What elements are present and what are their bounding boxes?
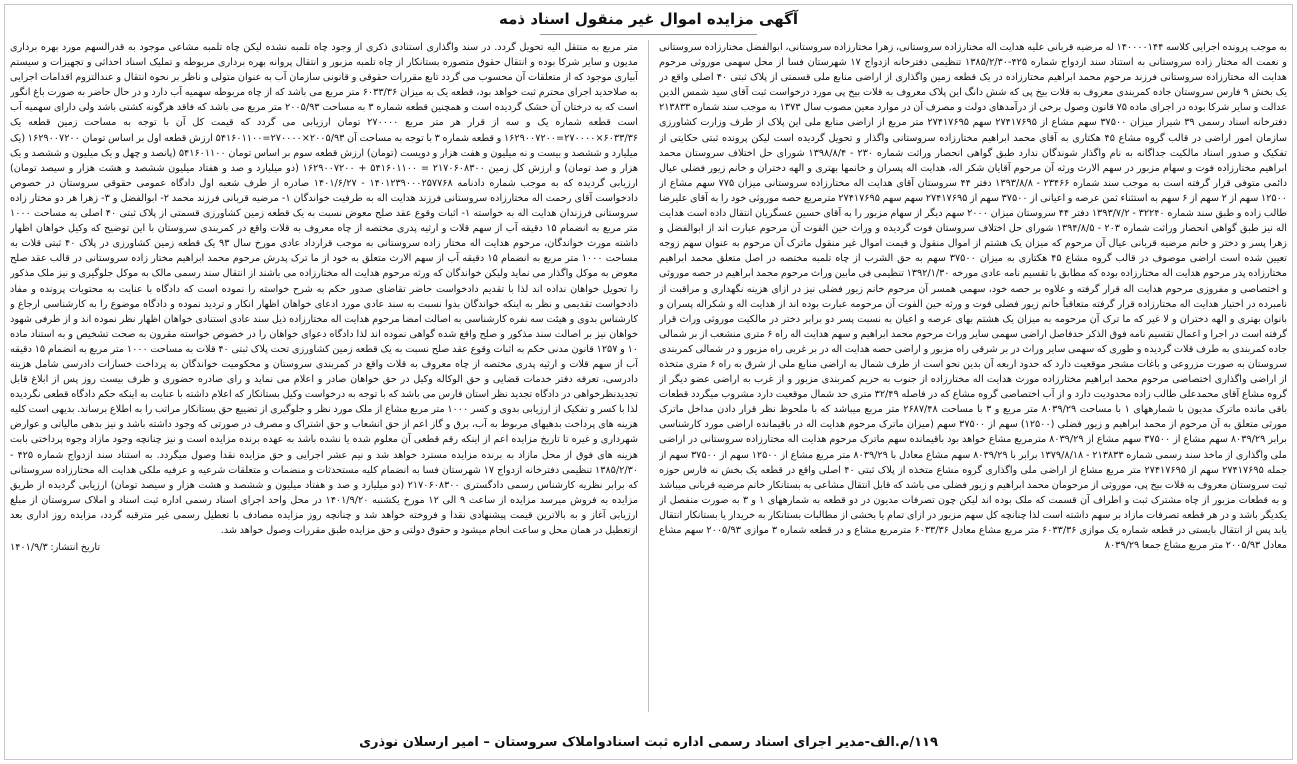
publish-date: تاریخ انتشار: ۱۴۰۱/۹/۳ <box>10 542 101 554</box>
right-column <box>659 40 1287 712</box>
right-column-text: به موجب پرونده اجرایی کلاسه ۱۴۰۰۰۰۱۴۴ له مرضیه قربانی علیه هدایت اله مختارزاده سروستانی، زهرا مختارزاده سروستانی، ابوالفضل مختارزاده سروستانی و نعمت اله مختار زاده سروستانی به استناد سند ازدواج شماره ۴۲۵-۱۳۸۵/۲/۳۰ تنظیمی دفترخانه ازدواج ۱۷ شهرستان فسا از محل سهمی موروثی مرحوم هدایت اله مختارزاده سروستانی فرزند مرحوم محمد ابراهیم مختارزاده در یک قطعه زمین واگذاری از اراضی منابع ملی قسمتی از پلاک ثبتی ۴۰ اصلی واقع در یک بخش ۹ فارس سروستان جاده کمربندی معروف به قلات بیخ پی که شش دانگ این پلاک معروف به قلات بیخ پی مورد درخواست ثبت آقای سید شمس الدین عدالت و سایر شرکا بوده در اجرای ماده ۷۵ قانون وصول برخی از درآمدهای دولت و مصرف آن در موارد معین مصوب سال ۱۳۷۳ به موجب سند شماره ۲۱۳۸۳۳ دفترخانه اسناد رسمی ۳۹ شیراز میزان ۳۷۵۰۰ سهم مشاع از ۲۷۴۱۷۶۹۵ سهم ۲۷۴۱۷۶۹۵ متر مربع از اراضی منابع ملی این پلاک از طرف وزارت کشاورزی سازمان امور اراضی در قالب گروه مشاع ۴۵ هکتاری به آقای محمد ابراهیم مختارزاده سروستانی واگذار و تحویل گردیده است لیکن پرونده ثبتی حکایتی از تفکیک و صدور اسناد مالکیت جداگانه به نام واگذار شوندگان ندارد طبق گواهی انحصار وراثت شماره ۲۳۰ - ۱۳۹۸/۸/۴ شورای حل اختلاف سروستان محمد ابراهیم مختارزاده فوت و سهام مزبور در سهم الارث ورثه آن مرحوم آقایان شکر اله، هدایت اله پسران و خانمها بهتری و الهه دختران و خانم زیور فضلی عیال دائمی متوفی قرار گرفته است به موجب سند شماره ۲۳۴۶۶ - ۱۳۹۳/۸/۸ دفتر ۴۴ سروستان آقای هدایت اله مختارزاده سروستانی میزان ۷۷۵ سهم مشاع از ۱۲۵۰۰ سهم از ۲ سهم از ۶ سهم به استثناء ثمن عرصه و اعیانی از ۳۷۵۰۰ سهم از ۲۷۴۱۷۶۹۵ سهم سهم ۲۷۴۱۷۶۹۵ مترمربع حصه موروثی خود را به آقای علیرضا طالب زاده و طبق سند شماره ۳۲۲۴۰ - ۱۳۹۳/۷/۲ دفتر ۴۴ سروستان میزان ۲۰۰۰ سهم دیگر از سهام مزبور را به آقای حسین عسگریان انتقال داده است هدایت اله نیز طبق گواهی انحصار وراثت شماره ۲۰۳ - ۱۳۹۴/۸/۵ شورای حل اختلاف سروستان فوت گردیده و وراث حین الفوت آن مرحوم عبارت اند از ابوالفضل و زهرا پسر و دختر و خانم مرضیه قربانی عیال آن مرحوم که میزان یک هشتم از اموال منقول و قیمت اموال غیر منقول ماترک آن مرحوم به عنوان سهم زوجه تعیین شده است اراضی موصوف در قالب گروه مشاع ۴۵ هکتاری به میزان ۳۷۵۰۰ سهم به حق الشرب از چاه تلمبه مختصه در اصل متعلق محمد ابراهیم مختارزاده پدر مرحوم هدایت اله مختارزاده بوده که مطابق با تقسیم نامه عادی مورخه ۱۳۹۲/۱/۳۰ تنظیمی فی مابین وراث مرحوم محمد ابراهیم در حصه موروثی و اختصاصی و مفروزی مرحوم هدایت اله قرار گرفته و علاوه بر حصه خود، سهمی همسر آن مرحوم خانم زیور فضلی نیز در ازای هزینه نگهداری و مراقبت از نامبرده در اختیار هدایت اله مختارزاده قرار گرفته متعاقباً خانم زیور فضلی فوت و ورثه حین الفوت آن مرحومه عبارت بوده اند از هدایت اله و شکراله پسران و بانوان بهتری و الهه دختران و لا غیر که ما ترک آن مرحومه به میزان یک هشتم بهای عرصه و اعیان به نسبت پسر دو برابر دختر در مالکیت موروثی وراث قرار گرفته است در اجرا و اعمال تقسیم نامه فوق الذکر حدفاصل اراضی سهمی سایر وراث مرحوم محمد ابراهیم و سهم هدایت اله راه ۶ متری منشعب از بر شمالی جاده کمربندی به طرف قلات گردیده و طوری که سهمی سایر وراث در بر شرقی راه مزبور و اراضی حصه هدایت اله در بر غربی راه مزبور و در شمالی کمربندی سروستان به صورت مزروعی و باغات مشجر موقعیت دارد که حدود اربعه آن بدین نحو است از طرف شمال به اراضی منابع ملی از شرق به راه ۶ متری متخذه از اراضی واگذاری اختصاصی مرحوم محمد ابراهیم مختارزاده مورث هدایت اله مختارزاده از جنوب به حریم کمربندی مزبور و از غرب به اراضی عضو دیگر از گروه مشاع آقای محمدعلی طالب زاده محدودیت دارد و از آب اختصاصی گروه مشاع که در فاصله ۳۲/۴۹ متری حد شمال موقعیت دارد مشروب میگردد قطعات باقی مانده ماترک مدیون با شمارههای ۱ با مساحت ۸۰۳۹/۲۹ متر مربع و ۳ با مساحت ۲۶۸۷/۴۸ متر مربع میباشد که با ملحوظ نظر قرار دادن مداخل ماترک مورثی متعلق به آن مرحوم از محمد ابراهیم و زیور فضلی (۱۲۵۰۰) سهم از ۳۷۵۰۰ سهم (میزان ماترک مرحوم هدایت اله در باقیمانده اراضی مورد کارشناسی برابر ۸۰۳۹/۲۹ سهم مشاع از ۳۷۵۰۰ سهم مشاع از ۸۰۳۹/۲۹ مترمربع مشاع خواهد بود باقیمانده سهم ماترک مرحوم هدایت اله مختارزاده سروستانی در اراضی ملی واگذاری از ماخذ سند رسمی شماره ۲۱۳۸۳۳ - ۱۳۷۹/۸/۱۸ برابر با ۸۰۳۹/۲۹ سهم مشاع معادل با ۸۰۳۹/۲۹ متر مربع مشاع از ۱۲۵۰۰ سهم از ۳۷۵۰۰ سهم از جمله ۲۷۴۱۷۶۹۵ سهم از ۲۷۴۱۷۶۹۵ متر مربع مشاع از اراضی ملی واگذاری گروه مشاع متخذه از پلاک ثبتی ۴۰ اصلی واقع در قطعه یک بخش نه فارس حوزه ثبت سروستان معروف به قلات بیخ پی، موروثی از مرحومان محمد ابراهیم و زیور فضلی می باشد که قابل انتقال مشاعی به بستانکار خانم مرضیه قربانی میباشد و به قطعات مزبور از چاه مشترک ثبت و اطراف آن قسمت که ملک بوده اند لیکن چون تصرفات مدیون در دو قطعه به شمارههای ۱ و ۳ به صورت منفصل از یکدیگر باشد و در هر قطعه تصرفات مازاد بر سهم داشته است لذا چنانچه کل سهم مزبور در ازای تمام یا بخشی از مطالبات بستانکار به خریدار یا بستانکار انتقال یابد پس از انتقال بایستی در قطعه شماره یک موازی ۶۰۳۳/۳۶ متر مربع مشاع معادل ۶۰۳۳/۳۶ مترمربع مشاع و در قطعه شماره ۳ موازی ۲۰۰۵/۹۳ سهم مشاع معادل ۲۰۰۵/۹۳ متر مربع مشاع جمعا ۸۰۳۹/۲۹ <box>659 42 1287 552</box>
text-columns <box>10 40 1287 712</box>
left-column-text: متر مربع به منتقل الیه تحویل گردد. در سند واگذاری استنادی ذکری از وجود چاه تلمبه نشده لیکن چاه تلمبه مشاعی موجود به قدرالسهم مورد بهره برداری مدیون و سایر شرکا بوده و انتقال حقوق متصوره بستانکار از چاه تلمبه مزبور و انتقال پروانه بهره برداری مربوطه و تملیک اسناد احداثی و تجهیزات و سیستم آبیاری موجود که از متعلقات آن محسوب می گردد تابع مقررات حقوقی و قانونی سازمان آب به عنوان متولی و ناظر بر نحوه انتقال و عندالتزوم اقدامات اجرایی به صلاحدید اجرای محترم ثبت خواهد بود، قطعه یک به میزان ۶۰۳۳/۳۶ متر مربع می باشد که از چاه مربوطه سهمیه آب دارد و در حال حاضر به صورت باغ انگور است که به درختان آن خشک گردیده است و همچنین قطعه شماره ۳ به مساحت ۲۰۰۵/۹۳ متر مربع می باشد که فاقد هرگونه کشتی باشد ولی دارای سهمیه آب است قطعه شماره یک و سه از قرار هر متر مربع ۲۷۰۰۰۰ تومان ارزیابی می گردد که قیمت کل آن با توجه به مساحت زمین قطعه یک ۶۰۳۳/۳۶×۲۷۰۰۰۰=۱۶۲۹۰۰۷۲۰۰ و قطعه شماره ۳ با توجه به مساحت آن ۲۰۰۵/۹۳×۲۷۰۰۰۰=۵۴۱۶۰۱۱۰۰ ارزش قطعه اول بر اساس تومان ۱۶۲۹۰۰۷۲۰۰ (یک میلیارد و ششصد و بیست و نه میلیون و هفت هزار و دویست (تومان) ارزش قطعه سوم بر اساس تومان ۵۴۱۶۰۱۱۰۰ (پانصد و چهل و یک میلیون و ششصد و یک هزار و صد تومان) و ارزش کل زمین ۲۱۷۰۶۰۸۳۰۰ = ۵۴۱۶۰۱۱۰۰ + ۱۶۲۹۰۰۷۲۰۰ (دو میلیارد و صد و هفتاد میلیون ششصد و هشت هزار و سیصد تومان) ارزیابی گردیده که به موجب شماره دادنامه ۱۴۰۱۲۳۹۰۰۰۲۵۷۷۶۸ - ۱۴۰۱/۶/۲۷ صادره از طرف شعبه اول دادگاه عمومی حقوقی سروستان در خصوص دادخواست آقای رحمت اله مختارزاده سروستانی فرزند هدایت اله به طرفیت خواندگان ۱- مرضیه قربانی فرزند محمد ۲- ابوالفضل و ۳- زهرا هر دو مختار زاده سروستانی فرزندان هدایت اله به خواسته ۱- اثبات وقوع عقد صلح معوض نسبت به یک قطعه زمین کشاورزی قسمتی از پلاک ثبتی ۴۰ اصلی به مساحت ۱۰۰۰ متر مربع به انضمام ۱۵ دقیقه آب از سهم قلات و ارثیه پدری مختصه از چاه معروف به قلات واقع در کمربندی سروستان با این توضیح که وکیل خواهان اظهار داشته مورث خواندگان، مرحوم هدایت اله مختار زاده سروستانی به موجب قرارداد عادی مورخ سال ۹۳ یک قطعه زمین کشاورزی در پلاک ۴۰ ثبتی قلات به مساحت ۱۰۰۰ متر مربع به انضمام ۱۵ دقیقه آب از سهم الارث متعلق به خود از ما ترک پدرش مرحوم محمد ابراهیم مختار زاده سروستانی در قالب عقد صلح معوض به موکل واگذار می نماید ولیکن خواندگان که ورثه مرحوم هدایت اله مختارزاده می باشند از انتقال سند رسمی مالک به موکل جلوگیری و نیز ملک مذکور را تحویل خواهان نداده اند لذا با تقدیم دادخواست حاضر تقاضای صدور حکم به شرح خواسته را نموده است که دادگاه با عنایت به محتویات پرونده و مفاد دادخواست تقدیمی و نظر به اینکه خواندگان بدوا نسبت به سند عادی مورد ادعای خواهان اظهار انکار و تردید نموده و دادگاه موضوع را به کارشناسی ارجاع و کارشناس بدوی و هیئت سه نفره کارشناسی به اصالت امضا مرحوم هدایت اله مختارزاده ذیل سند عادی استنادی خواهان اظهار نظر نموده اند و از طرفی شهود خواهان نیز بر اصالت سند مذکور و صلح واقع شده گواهی نموده اند لذا دادگاه دعوای خواهان را در خصوص خواسته مقرون به صحت تشخیص و به استناد ماده ۱۰ و ۱۲۵۷ قانون مدنی حکم به اثبات وقوع عقد صلح نسبت به یک قطعه زمین کشاورزی تحت پلاک ثبتی ۴۰ قلات به مساحت ۱۰۰۰ متر مربع به انضمام ۱۵ دقیقه آب از سهم قلات و ارثیه پدری مختصه از چاه معروف به قلات واقع در کمربندی سروستان و محکومیت خواندگان به پرداخت خسارات دادرسی شامل هزینه دادرسی، تعرفه دفتر خدمات قضایی و حق الوکاله وکیل در حق خواهان صادر و اعلام می نماید و رای صادره حضوری و ظرف بیست روز پس از ابلاغ قابل تجدیدنظرخواهی در دادگاه تجدید نظر استان فارس می باشد که با توجه به درخواست وکیل بستانکار که اعلام داشته با عنایت به اینکه حکم دادگاه قطعی نگردیده لذا با کسر و تفکیک از ارزیابی بدوی و کسر ۱۰۰۰ متر مربع مشاع از ملک مورد نظر و جلوگیری از تضییع حق بستانکار مراتب را به اطلاع برساند. بدیهی است کلیه هزینه های پرداخت بدهیهای مربوط به آب، برق و گاز اعم از حق انشعاب و حق اشتراک و مصرف در صورتی که وجود داشته باشد و نیز بدهی مالیاتی و عوارض شهرداری و غیره تا تاریخ مزایده اعم از اینکه رقم قطعی آن معلوم شده یا نشده باشد به عهده برنده مزایده است و نیز چنانچه وجود مازاد وجوه پرداختی بابت هزینه های فوق از محل مازاد به برنده مزایده مسترد خواهد شد و نیم عشر اجرایی و حق مزایده نقدا وصول میگردد. به استناد سند ازدواج شماره ۴۲۵ - ۱۳۸۵/۲/۳۰ تنظیمی دفترخانه ازدواج ۱۷ شهرستان فسا به انضمام کلیه مستحدثات و منضمات و متعلقات شرعیه و عرفیه ملکی هدایت اله مختارزاده سروستانی که برابر نظریه کارشناس رسمی دادگستری ۲۱۷۰۶۰۸۳۰۰ (دو میلیارد و صد و هفتاد میلیون و ششصد و هشت هزار و سیصد تومان) ارزیابی گردیده از طریق مزایده به فروش میرسد مزایده از ساعت ۹ الی ۱۲ مورخ یکشنبه ۱۴۰۱/۹/۲۰ در محل واحد اجرای اسناد رسمی اداره ثبت اسناد و املاک سروستان از مبلغ ارزیابی آغاز و به بالاترین قیمت پیشنهادی نقدا و فروخته خواهد شد و چنانچه روز مزایده مصادف با تعطیل رسمی غیر مترقبه گردد، مزایده روز اداری بعد ازتعطیل در همان محل و ساعت انجام میشود و حقوق دولتی و حق مزایده طبق مقررات وصول خواهد شد. <box>10 42 638 536</box>
notice-title: آگهی مزایده اموال غیر منقول اسناد ذمه <box>499 10 798 28</box>
left-column <box>10 40 638 712</box>
column-divider <box>648 40 649 712</box>
title-underline <box>540 34 757 35</box>
signature-line: ۱۱۹/م.الف-مدیر اجرای اسناد رسمی اداره ثبت اسنادواملاک سروستان – امیر ارسلان نوذری <box>359 735 938 750</box>
